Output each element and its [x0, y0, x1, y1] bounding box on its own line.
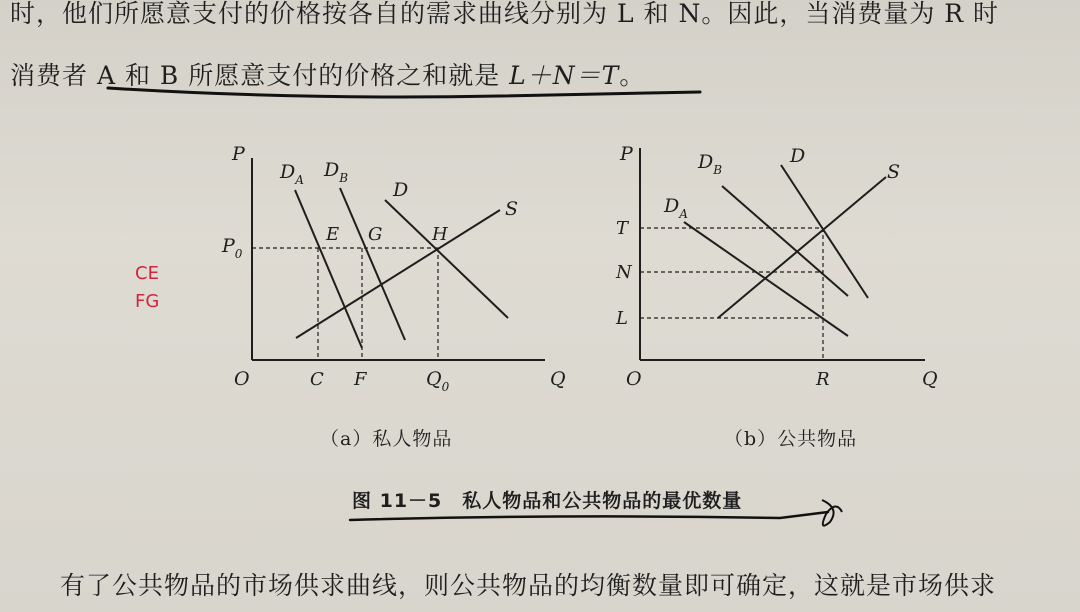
- panel-a-x-label: Q: [550, 368, 566, 390]
- panel-b-y-label: P: [620, 143, 633, 165]
- panel-b-tick-n: N: [616, 262, 632, 283]
- panel-a-label-db: $D_B$: [324, 159, 349, 185]
- panel-b-label-da: $D_A$: [664, 195, 688, 221]
- line2-end: 。: [619, 61, 646, 90]
- line2-part-a: 消费者 A 和 B 所愿意支付的价格之和就是: [10, 61, 510, 90]
- handwritten-note: CE FG: [135, 263, 160, 312]
- panel-b-tick-t: T: [616, 218, 629, 239]
- panel-a-label-da: $D_A$: [280, 161, 304, 187]
- panel-b-curve-d: [781, 165, 868, 298]
- panel-b-label-d: D: [790, 145, 806, 167]
- panel-a-origin: O: [234, 368, 250, 390]
- panel-a-tick-q0: $Q_0$: [426, 368, 450, 394]
- panel-a-point-e: E: [326, 224, 340, 245]
- panel-b-tick-l: L: [616, 308, 628, 329]
- panel-b-x-label: Q: [922, 368, 938, 390]
- line2-equation: L＋N＝T: [509, 61, 620, 90]
- panel-a-point-g: G: [368, 224, 383, 245]
- panel-a-tick-p0: $P_0$: [222, 235, 243, 261]
- figure-title: 图 11－5 私人物品和公共物品的最优数量: [352, 490, 743, 512]
- panel-b-label-db: $D_B$: [698, 151, 723, 177]
- panel-b-origin: O: [626, 368, 642, 390]
- panel-a-label-d: D: [393, 179, 409, 201]
- panel-a-y-label: P: [232, 143, 245, 165]
- panel-b-curve-db: [722, 186, 848, 296]
- panel-a-caption: （a）私人物品: [320, 428, 453, 450]
- text-line-bottom: [60, 566, 996, 602]
- panel-b-tick-r: R: [816, 369, 830, 390]
- panel-a-tick-c: C: [310, 369, 324, 390]
- panel-a-tick-f: F: [354, 369, 367, 390]
- panel-a-point-h: H: [432, 224, 448, 245]
- panel-b-caption: （b）公共物品: [724, 428, 858, 450]
- bottom-text: 有了公共物品的市场供求曲线，则公共物品的均衡数量即可确定，这就是市场供求: [60, 571, 997, 600]
- line1-text: 时，他们所愿意支付的价格按各自的需求曲线分别为 L 和 N。因此，当消费量为 R 时: [10, 0, 1000, 28]
- panel-a-label-s: S: [505, 198, 519, 220]
- panel-b-label-s: S: [887, 161, 901, 183]
